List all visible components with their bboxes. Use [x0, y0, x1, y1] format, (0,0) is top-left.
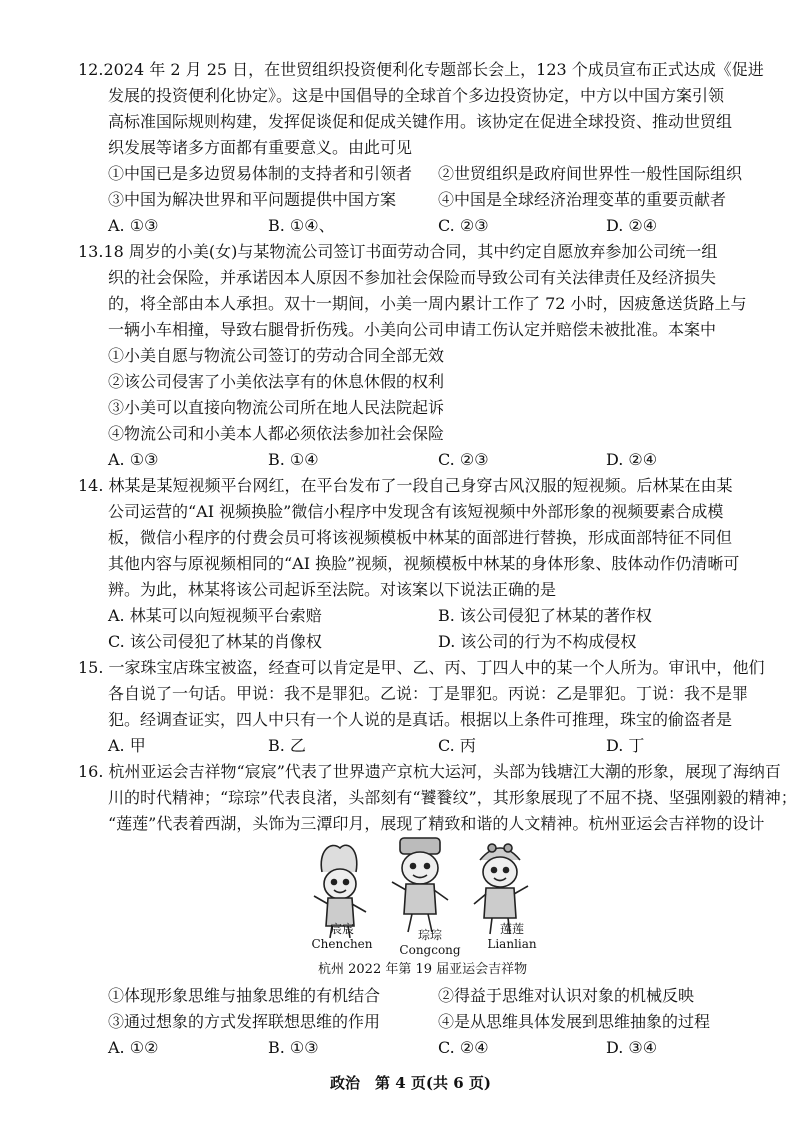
q16-line-3: “莲莲”代表着西湖，头饰为三潭印月，展现了精致和谐的人文精神。杭州亚运会吉祥物的设计 [108, 814, 765, 833]
q16-choice-c: C. ②④ [438, 1038, 489, 1057]
q15-choice-d: D. 丁 [606, 736, 645, 755]
q13-choice-b: B. ①④ [268, 450, 319, 469]
q15-line-3: 犯。经调查证实，四人中只有一个人说的是真话。根据以上条件可推理，珠宝的偷盗者是 [108, 710, 733, 729]
mascot-congcong-cn: 琮琮 [417, 928, 442, 942]
q12-line-2: 发展的投资便利化协定》。这是中国倡导的全球首个多边投资协定，中方以中国方案引领 [108, 86, 725, 105]
q16-choice-d: D. ③④ [606, 1038, 658, 1057]
q12-item-1: ①中国已是多边贸易体制的支持者和引领者 [108, 164, 413, 183]
mascot-lianlian-en: Lianlian [487, 937, 537, 951]
q13-line-1: 13.18 周岁的小美(女)与某物流公司签订书面劳动合同，其中约定自愿放弃参加公司统一组 [78, 242, 718, 261]
q15-choice-b: B. 乙 [268, 736, 306, 755]
q14-line-4: 其他内容与原视频相同的“AI 换脸”视频，视频模板中林某的身体形象、肢体动作仍清晰可 [108, 554, 740, 573]
mascot-lianlian-cn: 莲莲 [499, 922, 524, 936]
q14-line-2: 公司运营的“AI 视频换脸”微信小程序中发现含有该短视频中外部形象的视频要素合成模 [108, 502, 724, 521]
q13-choice-a: A. ①③ [108, 450, 159, 469]
q12-line-3: 高标准国际规则构建，发挥促谈促和促成关键作用。该协定在促进全球投资、推动世贸组 [108, 112, 733, 131]
mascot-congcong-en: Congcong [399, 943, 461, 957]
mascot-caption: 杭州 2022 年第 19 届亚运会吉祥物 [318, 962, 528, 977]
mascot-chenchen-cn: 宸宸 [329, 922, 354, 936]
q16-item-1: ①体现形象思维与抽象思维的有机结合 [108, 986, 381, 1005]
q14-line-5: 辨。为此，林某将该公司起诉至法院。对该案以下说法正确的是 [108, 580, 557, 599]
q16-choice-b: B. ①③ [268, 1038, 319, 1057]
q12-choice-d: D. ②④ [606, 216, 658, 235]
q16-line-1: 16. 杭州亚运会吉祥物“宸宸”代表了世界遗产京杭大运河，头部为钱塘江大潮的形象，展现了海纳百 [78, 762, 781, 781]
q15-line-1: 15. 一家珠宝店珠宝被盗，经查可以肯定是甲、乙、丙、丁四人中的某一个人所为。审讯中，他们 [78, 658, 765, 677]
q12-choice-c: C. ②③ [438, 216, 489, 235]
q13-item-4: ④物流公司和小美本人都必须依法参加社会保险 [108, 424, 445, 443]
q12-item-4: ④中国是全球经济治理变革的重要贡献者 [438, 190, 727, 209]
q14-choice-b: B. 该公司侵犯了林某的著作权 [438, 606, 652, 625]
q12-choice-b: B. ①④、 [268, 216, 335, 235]
q13-line-3: 的，将全部由本人承担。双十一期间，小美一周内累计工作了 72 小时，因疲惫送货路上与 [108, 294, 747, 313]
q15-choice-c: C. 丙 [438, 736, 476, 755]
page-footer: 政治 第 4 页(共 6 页) [330, 1074, 491, 1092]
q13-line-2: 织的社会保险，并承诺因本人原因不参加社会保险而导致公司有关法律责任及经济损失 [108, 268, 717, 287]
q12-item-2: ②世贸组织是政府间世界性一般性国际组织 [438, 164, 743, 183]
q14-choice-a: A. 林某可以向短视频平台索赔 [108, 606, 322, 625]
mascot-chenchen-en: Chenchen [311, 937, 373, 951]
q16-item-4: ④是从思维具体发展到思维抽象的过程 [438, 1012, 711, 1031]
q16-item-2: ②得益于思维对认识对象的机械反映 [438, 986, 695, 1005]
q14-line-1: 14. 林某是某短视频平台网红，在平台发布了一段自己身穿古风汉服的短视频。后林某在由某 [78, 476, 733, 495]
q13-item-2: ②该公司侵害了小美依法享有的休息休假的权利 [108, 372, 445, 391]
q12-line-4: 织发展等诸多方面都有重要意义。由此可见 [108, 138, 413, 157]
q13-choice-c: C. ②③ [438, 450, 489, 469]
q14-choice-d: D. 该公司的行为不构成侵权 [438, 632, 637, 651]
q14-line-3: 板，微信小程序的付费会员可将该视频模板中林某的面部进行替换，形成面部特征不同但 [108, 528, 733, 547]
q16-choice-a: A. ①② [108, 1038, 159, 1057]
q15-line-2: 各自说了一句话。甲说：我不是罪犯。乙说：丁是罪犯。丙说：乙是罪犯。丁说：我不是罪 [108, 684, 749, 703]
q12-item-3: ③中国为解决世界和平问题提供中国方案 [108, 190, 397, 209]
q14-choice-c: C. 该公司侵犯了林某的肖像权 [108, 632, 322, 651]
q13-line-4: 一辆小车相撞，导致右腿骨折伤残。小美向公司申请工伤认定并赔偿未被批准。本案中 [108, 320, 717, 339]
q13-item-1: ①小美自愿与物流公司签订的劳动合同全部无效 [108, 346, 445, 365]
q12-line-1: 12.2024 年 2 月 25 日，在世贸组织投资便利化专题部长会上，123 个成员宣布正式达成《促进 [78, 60, 764, 79]
q13-choice-d: D. ②④ [606, 450, 658, 469]
q12-choice-a: A. ①③ [108, 216, 159, 235]
q16-line-2: 川的时代精神；“琮琮”代表良渚，头部刻有“饕餮纹”，其形象展现了不屈不挠、坚强刚毅的精神； [108, 788, 797, 807]
q13-item-3: ③小美可以直接向物流公司所在地人民法院起诉 [108, 398, 445, 417]
mascot-lianlian-figure [474, 844, 528, 934]
mascot-congcong-figure [392, 838, 448, 932]
q15-choice-a: A. 甲 [108, 736, 146, 755]
q16-item-3: ③通过想象的方式发挥联想思维的作用 [108, 1012, 381, 1031]
